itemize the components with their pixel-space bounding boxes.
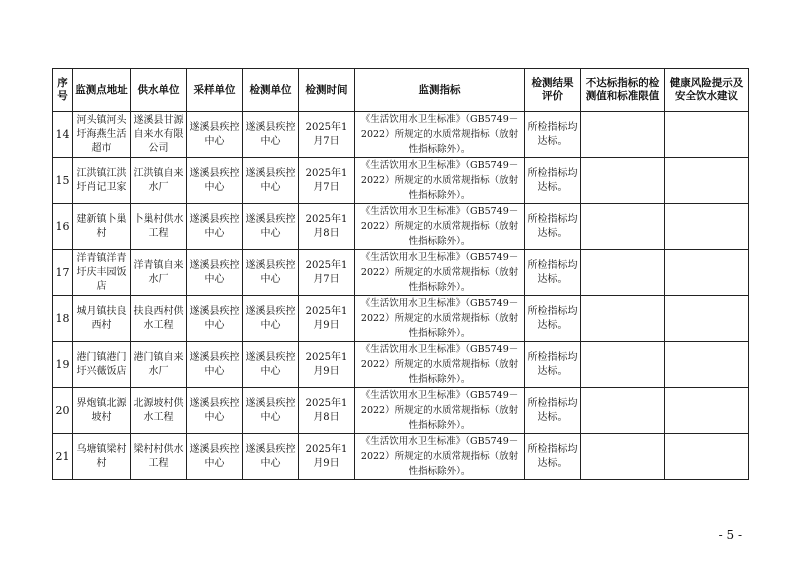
substandard-cell — [581, 250, 665, 296]
substandard-cell — [581, 204, 665, 250]
header-cell: 检测结果评价 — [525, 69, 581, 112]
indicator-cell: 《生活饮用水卫生标准》（GB5749－2022）所规定的水质常规指标（放射性指标除外）。 — [355, 204, 525, 250]
header-cell: 检测单位 — [243, 69, 299, 112]
substandard-cell — [581, 296, 665, 342]
supplier-cell: 北源坡村供水工程 — [131, 388, 187, 434]
table-row — [53, 342, 749, 388]
seq-cell: 18 — [53, 296, 73, 342]
date-cell: 2025年1月7日 — [299, 112, 355, 158]
table-row — [53, 434, 749, 480]
header-cell: 供水单位 — [131, 69, 187, 112]
date-cell: 2025年1月8日 — [299, 204, 355, 250]
sampler-cell: 遂溪县疾控中心 — [187, 296, 243, 342]
header-cell: 检测时间 — [299, 69, 355, 112]
address-cell: 河头镇河头圩海燕生活超市 — [73, 112, 131, 158]
supplier-cell: 扶良西村供水工程 — [131, 296, 187, 342]
sampler-cell: 遂溪县疾控中心 — [187, 158, 243, 204]
seq-cell: 16 — [53, 204, 73, 250]
indicator-cell: 《生活饮用水卫生标准》（GB5749－2022）所规定的水质常规指标（放射性指标除外）。 — [355, 112, 525, 158]
date-cell: 2025年1月7日 — [299, 250, 355, 296]
indicator-cell: 《生活饮用水卫生标准》（GB5749－2022）所规定的水质常规指标（放射性指标除外）。 — [355, 388, 525, 434]
advice-cell — [665, 250, 749, 296]
seq-cell: 20 — [53, 388, 73, 434]
sampler-cell: 遂溪县疾控中心 — [187, 204, 243, 250]
table-row — [53, 388, 749, 434]
advice-cell — [665, 158, 749, 204]
address-cell: 界炮镇北源坡村 — [73, 388, 131, 434]
result-cell: 所检指标均达标。 — [525, 250, 581, 296]
substandard-cell — [581, 342, 665, 388]
substandard-cell — [581, 434, 665, 480]
header-cell: 采样单位 — [187, 69, 243, 112]
supplier-cell: 梁村村供水工程 — [131, 434, 187, 480]
sampler-cell: 遂溪县疾控中心 — [187, 250, 243, 296]
result-cell: 所检指标均达标。 — [525, 158, 581, 204]
seq-cell: 15 — [53, 158, 73, 204]
table-row — [53, 250, 749, 296]
substandard-cell — [581, 388, 665, 434]
advice-cell — [665, 434, 749, 480]
tester-cell: 遂溪县疾控中心 — [243, 296, 299, 342]
tester-cell: 遂溪县疾控中心 — [243, 250, 299, 296]
supplier-cell: 遂溪县甘源自来水有限公司 — [131, 112, 187, 158]
date-cell: 2025年1月8日 — [299, 388, 355, 434]
tester-cell: 遂溪县疾控中心 — [243, 434, 299, 480]
tester-cell: 遂溪县疾控中心 — [243, 204, 299, 250]
advice-cell — [665, 112, 749, 158]
supplier-cell: 江洪镇自来水厂 — [131, 158, 187, 204]
header-cell: 监测点地址 — [73, 69, 131, 112]
substandard-cell — [581, 112, 665, 158]
indicator-cell: 《生活饮用水卫生标准》（GB5749－2022）所规定的水质常规指标（放射性指标除外）。 — [355, 158, 525, 204]
seq-cell: 14 — [53, 112, 73, 158]
seq-cell: 19 — [53, 342, 73, 388]
advice-cell — [665, 342, 749, 388]
address-cell: 建新镇卜巢村 — [73, 204, 131, 250]
address-cell: 江洪镇江洪圩肖记卫家 — [73, 158, 131, 204]
page-number: - 5 - — [718, 528, 742, 542]
header-cell: 监测指标 — [355, 69, 525, 112]
indicator-cell: 《生活饮用水卫生标准》（GB5749－2022）所规定的水质常规指标（放射性指标除外）。 — [355, 434, 525, 480]
substandard-cell — [581, 158, 665, 204]
tester-cell: 遂溪县疾控中心 — [243, 388, 299, 434]
result-cell: 所检指标均达标。 — [525, 388, 581, 434]
result-cell: 所检指标均达标。 — [525, 434, 581, 480]
tester-cell: 遂溪县疾控中心 — [243, 342, 299, 388]
header-cell: 健康风险提示及安全饮水建议 — [665, 69, 749, 112]
indicator-cell: 《生活饮用水卫生标准》（GB5749－2022）所规定的水质常规指标（放射性指标除外）。 — [355, 296, 525, 342]
tester-cell: 遂溪县疾控中心 — [243, 112, 299, 158]
result-cell: 所检指标均达标。 — [525, 204, 581, 250]
tester-cell: 遂溪县疾控中心 — [243, 158, 299, 204]
result-cell: 所检指标均达标。 — [525, 112, 581, 158]
address-cell: 洋青镇洋青圩庆丰园饭店 — [73, 250, 131, 296]
result-cell: 所检指标均达标。 — [525, 296, 581, 342]
table-row — [53, 158, 749, 204]
sampler-cell: 遂溪县疾控中心 — [187, 112, 243, 158]
header-row — [53, 69, 749, 112]
advice-cell — [665, 388, 749, 434]
supplier-cell: 港门镇自来水厂 — [131, 342, 187, 388]
date-cell: 2025年1月9日 — [299, 434, 355, 480]
header-cell: 不达标指标的检测值和标准限值 — [581, 69, 665, 112]
table-row — [53, 296, 749, 342]
address-cell: 城月镇扶良西村 — [73, 296, 131, 342]
indicator-cell: 《生活饮用水卫生标准》（GB5749－2022）所规定的水质常规指标（放射性指标除外）。 — [355, 342, 525, 388]
water-quality-table — [52, 68, 749, 480]
sampler-cell: 遂溪县疾控中心 — [187, 388, 243, 434]
seq-cell: 17 — [53, 250, 73, 296]
advice-cell — [665, 296, 749, 342]
seq-cell: 21 — [53, 434, 73, 480]
header-cell: 序号 — [53, 69, 73, 112]
supplier-cell: 卜巢村供水工程 — [131, 204, 187, 250]
date-cell: 2025年1月9日 — [299, 296, 355, 342]
sampler-cell: 遂溪县疾控中心 — [187, 342, 243, 388]
date-cell: 2025年1月7日 — [299, 158, 355, 204]
table-row — [53, 204, 749, 250]
indicator-cell: 《生活饮用水卫生标准》（GB5749－2022）所规定的水质常规指标（放射性指标除外）。 — [355, 250, 525, 296]
address-cell: 乌塘镇梁村村 — [73, 434, 131, 480]
result-cell: 所检指标均达标。 — [525, 342, 581, 388]
supplier-cell: 洋青镇自来水厂 — [131, 250, 187, 296]
table-row — [53, 112, 749, 158]
sampler-cell: 遂溪县疾控中心 — [187, 434, 243, 480]
date-cell: 2025年1月9日 — [299, 342, 355, 388]
address-cell: 港门镇港门圩兴薇饭店 — [73, 342, 131, 388]
advice-cell — [665, 204, 749, 250]
